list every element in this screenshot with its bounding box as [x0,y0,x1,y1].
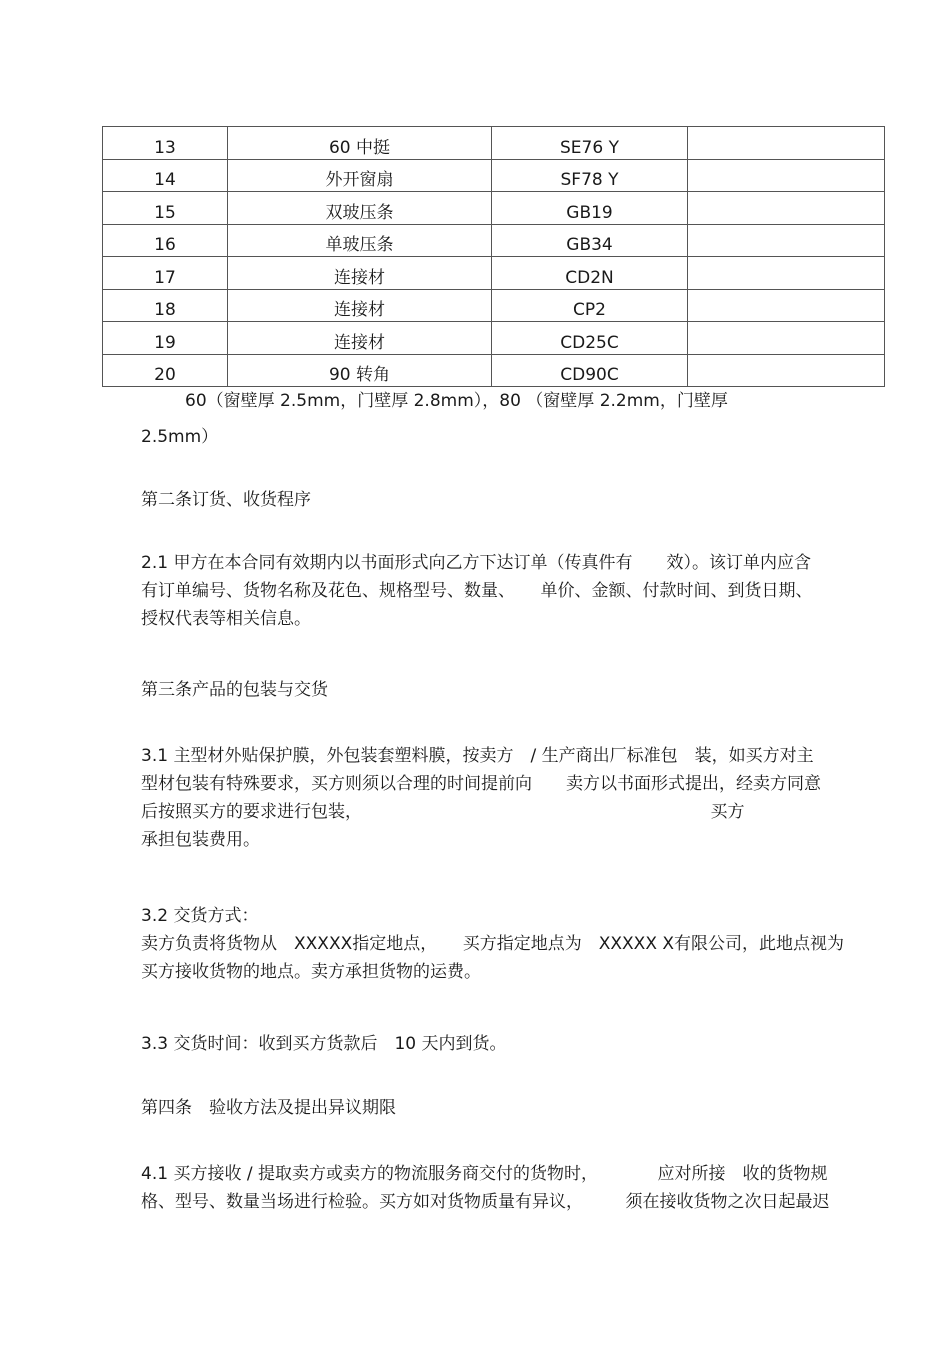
section-2-title: 第二条订货、收货程序 [141,490,311,510]
model-code: CP2 [492,289,688,322]
table-row [103,354,885,387]
note-cell [688,289,885,322]
model-code: GB19 [492,192,688,225]
clause-line: 格、型号、数量当场进行检验。买方如对货物质量有异议， 须在接收货物之次日起最迟 [141,1192,830,1212]
material-name: 外开窗扇 [228,159,492,192]
note-cell [688,224,885,257]
row-number: 14 [103,159,228,192]
clause-line: 后按照买方的要求进行包装， 买方 [141,802,745,822]
material-name: 双玻压条 [228,192,492,225]
table-note-line-1: 60（窗壁厚 2.5mm，门壁厚 2.8mm），80 （窗壁厚 2.2mm，门壁厚 [185,391,728,411]
clause-2-1 [141,549,901,633]
table-row [103,257,885,290]
note-cell [688,257,885,290]
table-row [103,192,885,225]
table-row [103,159,885,192]
model-code: SE76 Y [492,127,688,160]
clause-3-3: 3.3 交货时间：收到买方货款后 10 天内到货。 [141,1034,507,1054]
row-number: 15 [103,192,228,225]
material-name: 连接材 [228,322,492,355]
model-code: CD90C [492,354,688,387]
spec-table [102,126,885,387]
model-code: CD25C [492,322,688,355]
clause-line: 承担包装费用。 [141,830,260,850]
row-number: 19 [103,322,228,355]
material-name: 90 转角 [228,354,492,387]
clause-line: 3.2 交货方式： [141,906,259,926]
row-number: 17 [103,257,228,290]
model-code: GB34 [492,224,688,257]
note-cell [688,354,885,387]
model-code: CD2N [492,257,688,290]
clause-line: 2.1 甲方在本合同有效期内以书面形式向乙方下达订单（传真件有 效）。该订单内应含 [141,553,811,573]
clause-3-1 [141,742,901,854]
clause-line: 4.1 买方接收 / 提取卖方或卖方的物流服务商交付的货物时， 应对所接 收的货物规 [141,1164,828,1184]
section-3-title: 第三条产品的包装与交货 [141,680,328,700]
row-number: 18 [103,289,228,322]
clause-line: 3.1 主型材外贴保护膜，外包装套塑料膜，按卖方 / 生产商出厂标准包 装，如买方对主 [141,746,814,766]
clause-line: 卖方负责将货物从 XXXXX指定地点， 买方指定地点为 XXXXX X有限公司，此地点视为 [141,934,845,954]
row-number: 16 [103,224,228,257]
note-cell [688,322,885,355]
table-row [103,289,885,322]
material-name: 连接材 [228,289,492,322]
table-note-line-2: 2.5mm） [141,427,219,447]
clause-3-2 [141,902,901,986]
model-code: SF78 Y [492,159,688,192]
note-cell [688,127,885,160]
material-name: 连接材 [228,257,492,290]
material-name: 60 中挺 [228,127,492,160]
table-row [103,127,885,160]
clause-line: 型材包装有特殊要求，买方则须以合理的时间提前向 卖方以书面形式提出，经卖方同意 [141,774,821,794]
note-cell [688,159,885,192]
row-number: 13 [103,127,228,160]
table-row [103,322,885,355]
clause-line: 买方接收货物的地点。卖方承担货物的运费。 [141,962,481,982]
section-4-title: 第四条 验收方法及提出异议期限 [141,1098,396,1118]
note-cell [688,192,885,225]
material-name: 单玻压条 [228,224,492,257]
clause-4-1 [141,1160,901,1216]
clause-line: 有订单编号、货物名称及花色、规格型号、数量、 单价、金额、付款时间、到货日期、 [141,581,813,601]
table-row [103,224,885,257]
row-number: 20 [103,354,228,387]
clause-line: 授权代表等相关信息。 [141,609,311,629]
